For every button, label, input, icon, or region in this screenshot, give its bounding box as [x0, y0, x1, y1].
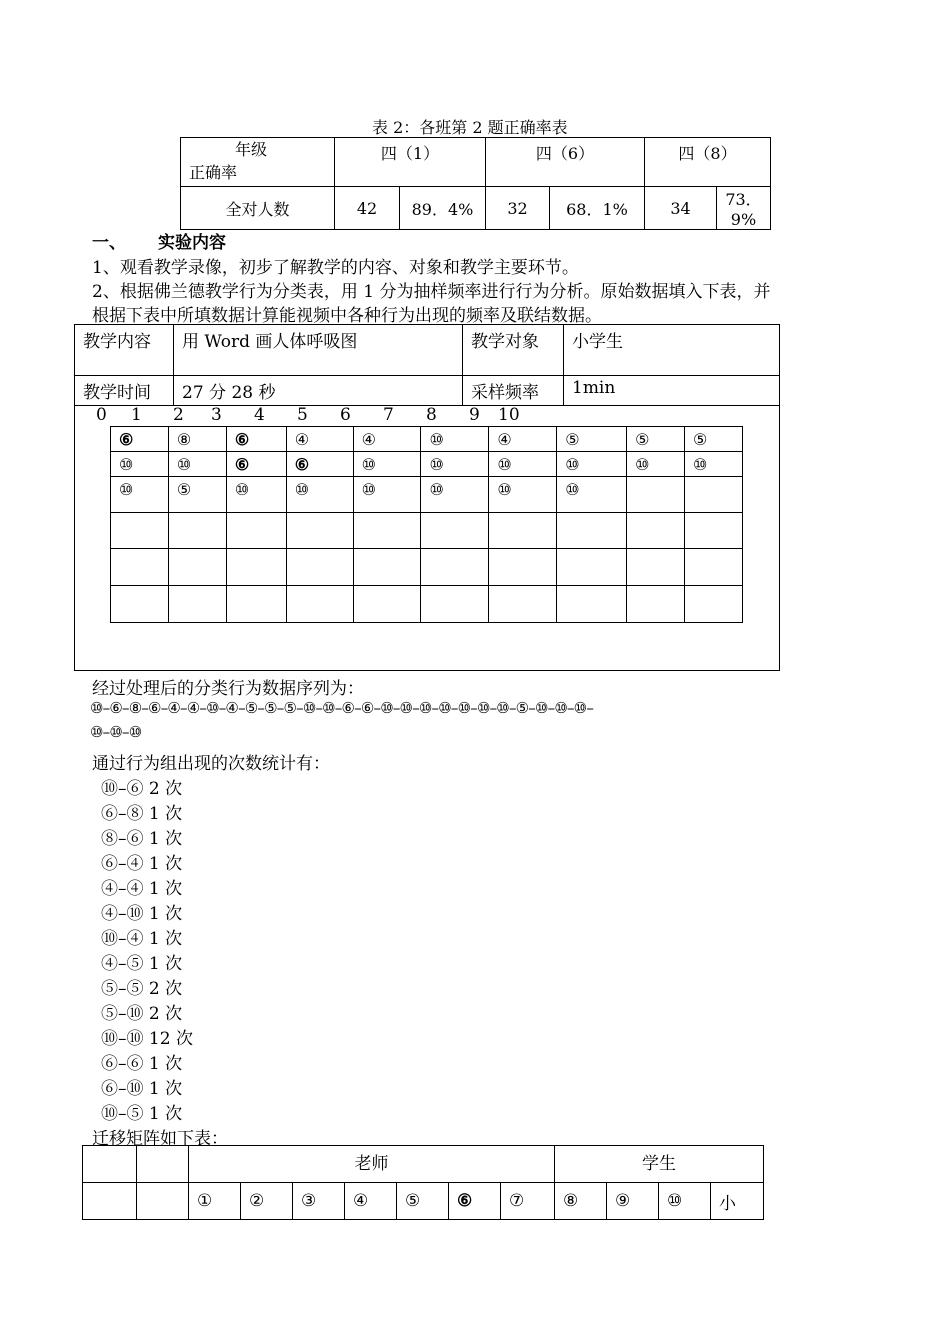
- minute-tick: 4: [254, 405, 265, 425]
- pair-count: ⑥–⑩ 1 次: [101, 1079, 183, 1099]
- section-number: 一、: [92, 233, 126, 253]
- observation-cell: ⑩: [489, 452, 557, 477]
- minute-tick: 5: [297, 405, 308, 425]
- pair-count: ④–⑩ 1 次: [101, 904, 183, 924]
- table2-corner-header: [181, 138, 335, 187]
- transition-matrix: [82, 1145, 764, 1220]
- table2-corner-top: 年级: [235, 140, 268, 159]
- observation-cell: [421, 549, 489, 586]
- observation-cell: ⑩: [685, 452, 743, 477]
- pair-count: ⑥–⑧ 1 次: [101, 804, 183, 824]
- observation-cell: ⑤: [627, 427, 685, 452]
- matrix-col-header: ⑥: [449, 1183, 501, 1220]
- observation-cell: [111, 586, 169, 623]
- minute-tick: 9: [469, 405, 480, 425]
- teacher-header: 老师: [189, 1146, 555, 1183]
- observation-cell: ⑩: [168, 452, 226, 477]
- matrix-col-header: ④: [345, 1183, 397, 1220]
- table2-value: 68．1%: [550, 187, 645, 230]
- observation-cell: ⑤: [168, 477, 226, 513]
- observation-row: [111, 549, 743, 586]
- freq-value: 1min: [564, 376, 780, 406]
- observation-grid: [110, 426, 743, 623]
- observation-cell: [168, 513, 226, 549]
- observation-cell: [353, 513, 421, 549]
- observation-cell: ⑩: [627, 452, 685, 477]
- matrix-intro: 迁移矩阵如下表：: [92, 1129, 228, 1149]
- observation-cell: [286, 513, 353, 549]
- pair-count: ⑤–⑩ 2 次: [101, 1004, 183, 1024]
- matrix-col-header: ⑧: [555, 1183, 607, 1220]
- observation-cell: ④: [489, 427, 557, 452]
- minute-tick: 6: [340, 405, 351, 425]
- observation-cell: ⑩: [111, 477, 169, 513]
- pair-count: ⑩–④ 1 次: [101, 929, 183, 949]
- table2-value: 89．4%: [400, 187, 486, 230]
- pair-count: ④–④ 1 次: [101, 879, 183, 899]
- matrix-corner: [83, 1183, 137, 1220]
- observation-cell: [111, 513, 169, 549]
- pair-count: ⑧–⑥ 1 次: [101, 829, 183, 849]
- observation-cell: ⑥: [286, 452, 353, 477]
- matrix-col-header: ⑩: [659, 1183, 711, 1220]
- observation-cell: [286, 586, 353, 623]
- observation-cell: ⑥: [111, 427, 169, 452]
- observation-cell: [627, 513, 685, 549]
- matrix-col-header: ⑦: [501, 1183, 555, 1220]
- observation-cell: ⑩: [353, 452, 421, 477]
- section-title: 实验内容: [158, 233, 226, 253]
- step-2-text-line1: 2、根据佛兰德教学行为分类表，用 1 分为抽样频率进行行为分析。原始数据填入下表，并: [92, 282, 771, 302]
- observation-cell: [627, 586, 685, 623]
- matrix-col-header: ③: [293, 1183, 345, 1220]
- observation-cell: [226, 513, 286, 549]
- observation-cell: [111, 549, 169, 586]
- minute-tick: 0: [96, 405, 107, 425]
- observation-cell: [353, 549, 421, 586]
- observation-cell: ⑤: [685, 427, 743, 452]
- observation-cell: ⑩: [421, 427, 489, 452]
- matrix-corner: [137, 1183, 189, 1220]
- observation-cell: [226, 586, 286, 623]
- step-1-text: 1、观看教学录像，初步了解教学的内容、对象和教学主要环节。: [92, 258, 579, 278]
- table2-corner-bottom: 正确率: [189, 163, 238, 182]
- matrix-col-header: ②: [241, 1183, 293, 1220]
- pair-count: ⑥–④ 1 次: [101, 854, 183, 874]
- sequence-line-1: ⑩–⑥–⑧–⑥–④–④–⑩–④–⑤–⑤–⑤–⑩–⑩–⑥–⑥–⑩–⑩–⑩–⑩–⑩–⑩–⑩–⑤–⑩–⑩–⑩–: [90, 699, 594, 717]
- minute-tick: 1: [131, 405, 142, 425]
- sequence-line-2: ⑩–⑩–⑩: [90, 723, 142, 741]
- observation-cell: [226, 549, 286, 586]
- observation-cell: ⑩: [557, 452, 627, 477]
- pair-count: ④–⑤ 1 次: [101, 954, 183, 974]
- observation-cell: ⑩: [489, 477, 557, 513]
- observation-cell: ⑩: [421, 452, 489, 477]
- object-value: 小学生: [564, 325, 780, 376]
- pair-count: ⑩–⑩ 12 次: [101, 1029, 193, 1049]
- minute-tick: 10: [498, 405, 520, 425]
- observation-row: [111, 513, 743, 549]
- observation-cell: ⑩: [286, 477, 353, 513]
- table2-value: 34: [645, 187, 717, 230]
- lesson-info-table: [74, 324, 780, 406]
- matrix-col-header: ⑨: [607, 1183, 659, 1220]
- observation-cell: ⑤: [557, 427, 627, 452]
- matrix-col-header: ①: [189, 1183, 241, 1220]
- observation-cell: [168, 549, 226, 586]
- observation-cell: ⑥: [226, 427, 286, 452]
- observation-cell: ④: [286, 427, 353, 452]
- minute-tick: 2: [173, 405, 184, 425]
- student-header: 学生: [555, 1146, 764, 1183]
- minute-tick: 7: [383, 405, 394, 425]
- observation-cell: [489, 549, 557, 586]
- step-2-text-line2: 根据下表中所填数据计算能视频中各种行为出现的频率及联结数据。: [92, 306, 602, 326]
- table2-value: 42: [335, 187, 400, 230]
- observation-cell: [557, 549, 627, 586]
- table2-class-3: 四（8）: [645, 138, 771, 187]
- pair-count: ⑩–⑤ 1 次: [101, 1104, 183, 1124]
- observation-cell: [353, 586, 421, 623]
- observation-cell: [627, 549, 685, 586]
- observation-row: [111, 427, 743, 452]
- accuracy-table: [180, 137, 771, 230]
- freq-label: 采样频率: [463, 376, 564, 406]
- observation-cell: [421, 513, 489, 549]
- table2-class-2: 四（6）: [486, 138, 645, 187]
- observation-cell: [489, 586, 557, 623]
- table2-value: 73．9%: [717, 187, 771, 230]
- observation-row: [111, 452, 743, 477]
- content-value: 用 Word 画人体呼吸图: [174, 325, 463, 376]
- observation-cell: [685, 586, 743, 623]
- pair-count: ⑤–⑤ 2 次: [101, 979, 183, 999]
- minute-tick: 8: [426, 405, 437, 425]
- observation-row: [111, 477, 743, 513]
- observation-cell: ⑥: [226, 452, 286, 477]
- content-label: 教学内容: [75, 325, 174, 376]
- observation-cell: [685, 549, 743, 586]
- table2-value: 32: [486, 187, 550, 230]
- pairs-intro: 通过行为组出现的次数统计有：: [92, 754, 330, 774]
- observation-cell: ⑩: [557, 477, 627, 513]
- observation-cell: [685, 513, 743, 549]
- observation-cell: ⑩: [421, 477, 489, 513]
- pair-count: ⑥–⑥ 1 次: [101, 1054, 183, 1074]
- table2-row-label: 全对人数: [181, 187, 335, 230]
- observation-cell: ④: [353, 427, 421, 452]
- pair-count: ⑩–⑥ 2 次: [101, 779, 183, 799]
- matrix-col-header: 小: [711, 1183, 764, 1220]
- matrix-corner: [83, 1146, 137, 1183]
- observation-cell: [685, 477, 743, 513]
- observation-cell: [286, 549, 353, 586]
- observation-cell: [421, 586, 489, 623]
- observation-cell: [557, 513, 627, 549]
- observation-cell: ⑩: [226, 477, 286, 513]
- minute-tick: 3: [211, 405, 222, 425]
- time-value: 27 分 28 秒: [174, 376, 463, 406]
- observation-row: [111, 586, 743, 623]
- matrix-col-header: ⑤: [397, 1183, 449, 1220]
- observation-cell: ⑧: [168, 427, 226, 452]
- observation-cell: ⑩: [111, 452, 169, 477]
- object-label: 教学对象: [463, 325, 564, 376]
- table2-class-1: 四（1）: [335, 138, 486, 187]
- time-label: 教学时间: [75, 376, 174, 406]
- observation-cell: [168, 586, 226, 623]
- observation-cell: [627, 477, 685, 513]
- observation-cell: ⑩: [353, 477, 421, 513]
- sequence-intro: 经过处理后的分类行为数据序列为：: [92, 679, 364, 699]
- observation-cell: [489, 513, 557, 549]
- observation-cell: [557, 586, 627, 623]
- table2-caption: 表 2：各班第 2 题正确率表: [372, 118, 568, 137]
- matrix-corner: [137, 1146, 189, 1183]
